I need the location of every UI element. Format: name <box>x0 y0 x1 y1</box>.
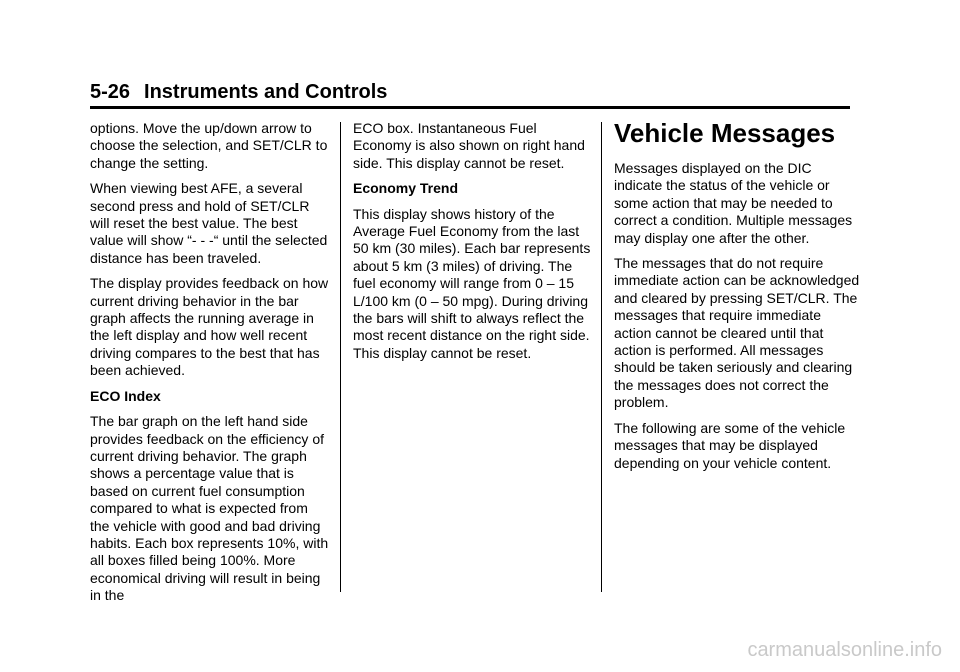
paragraph: This display shows history of the Average Fuel Economy from the last 50 km (30 miles). Each bar represents about 5 km (3 miles) of driving. The fuel economy will range from 0 – 15 L/100 km (0 – 50 mpg). During driving the bars will shift to always reflect the most recent distance on the right side. This display cannot be reset. <box>353 205 591 361</box>
paragraph: ECO box. Instantaneous Fuel Economy is also shown on right hand side. This display cannot be reset. <box>353 120 585 171</box>
paragraph: Messages displayed on the DIC indicate the status of the vehicle or some action that may be needed to correct a condition. Multiple messages may display one after the other. <box>614 160 853 246</box>
column-1 <box>90 120 330 613</box>
column-3 <box>614 120 860 480</box>
subheading-economy-trend: Economy Trend <box>353 180 459 197</box>
chapter-title: Instruments and Controls <box>144 81 388 103</box>
paragraph: The messages that do not require immediate action can be acknowledged and cleared by pressing SET/CLR. The messages that require immediate action cannot be cleared until that action is performed. All messages should be taken seriously and clearing the messages does not correct the problem. <box>614 255 860 411</box>
header-text <box>90 80 387 104</box>
paragraph: The display provides feedback on how current driving behavior in the bar graph affects the running average in the left display and how well recent driving compares to the best that has been achieved. <box>90 275 329 379</box>
page-header <box>90 80 850 109</box>
paragraph: The following are some of the vehicle messages that may be displayed depending on your vehicle content. <box>614 419 846 471</box>
column-2 <box>353 120 593 370</box>
watermark: carmanualsonline.info <box>747 639 942 661</box>
subheading-eco-index: ECO Index <box>90 387 161 404</box>
section-title: Vehicle Messages <box>614 118 836 148</box>
paragraph: options. Move the up/down arrow to choose the selection, and SET/CLR to change the setting. <box>90 120 328 171</box>
paragraph: When viewing best AFE, a several second press and hold of SET/CLR will reset the best value. The best value will show “- - -“ until the selected distance has been traveled. <box>90 180 328 266</box>
paragraph: The bar graph on the left hand side provides feedback on the efficiency of current driving behavior. The graph shows a percentage value that is based on current fuel consumption compared to what is expected from the vehicle with good and bad driving habits. Each box represents 10%, with all boxes filled being 100%. More economical driving will result in being in the <box>90 413 329 604</box>
column-divider <box>601 122 602 592</box>
column-divider <box>340 122 341 592</box>
page-number: 5-26 <box>90 81 131 103</box>
